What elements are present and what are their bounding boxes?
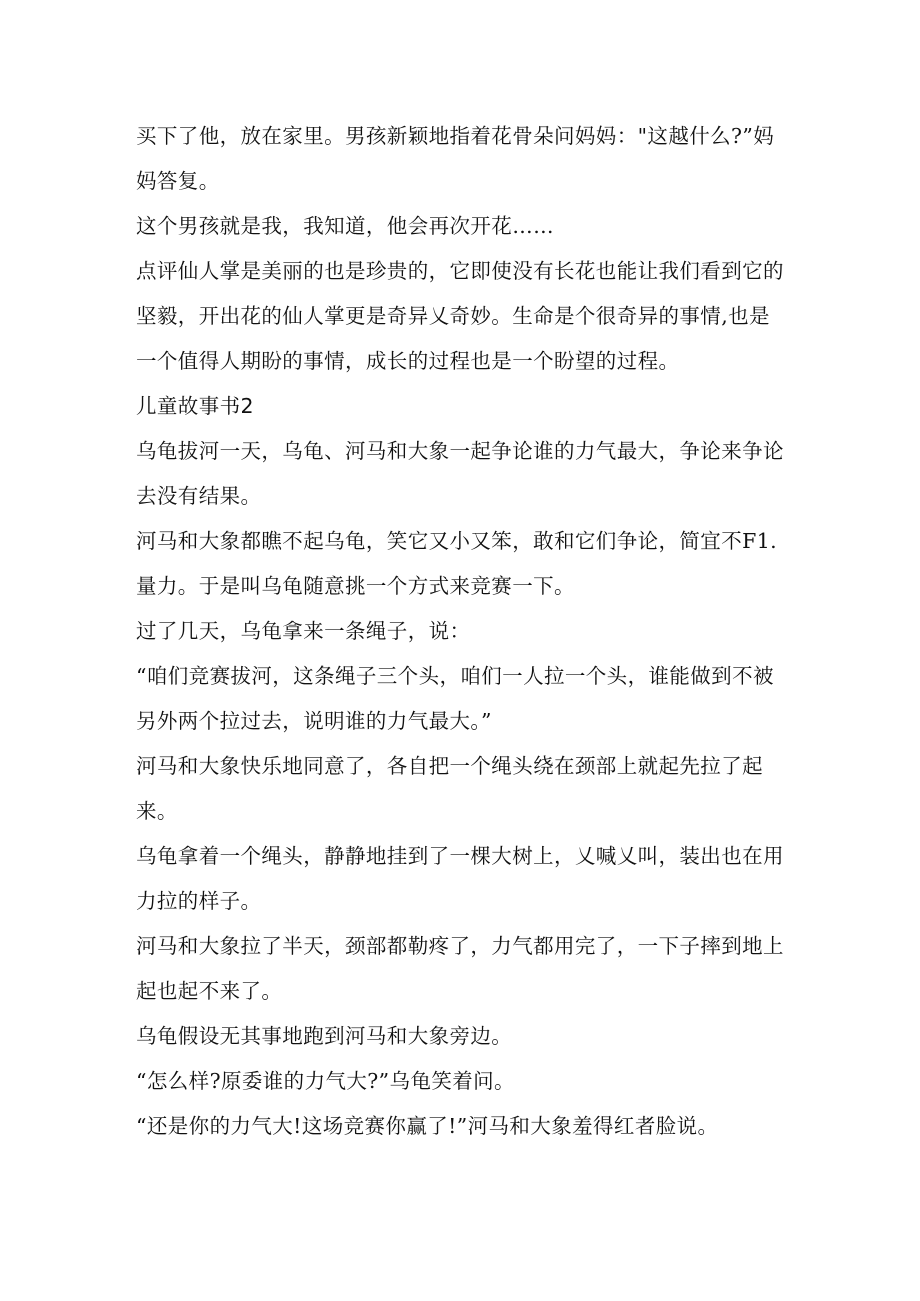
paragraph-tortoise-intro: 乌龟拔河一天，乌龟、河马和大象一起争论谁的力气最大，争论来争论去没有结果。	[136, 439, 784, 508]
document-body	[136, 114, 786, 1149]
paragraph-mockery: 河马和大象都瞧不起乌龟，笑它又小又笨，敢和它们争论，简宜不F1.量力。于是叫乌龟随意挑一个方式来竞赛一下。	[136, 529, 778, 598]
paragraph-approach: 乌龟假设无其事地跑到河马和大象旁边。	[136, 1024, 513, 1048]
paragraph-purchase: 买下了他，放在家里。男孩新颖地指着花骨朵问妈妈："这越什么?”妈妈答复。	[136, 124, 775, 193]
paragraph-rope: 过了几天，乌龟拿来一条绳子，说：	[136, 619, 471, 643]
paragraph-commentary: 点评仙人掌是美丽的也是珍贵的，它即使没有长花也能让我们看到它的坚毅，开出花的仙人掌更是奇异乂奇妙。生命是个很奇异的事情,也是一个值得人期盼的事情，成长的过程也是一个盼望的过程。	[136, 259, 784, 373]
section-heading: 儿童故事书2	[136, 394, 254, 418]
paragraph-conclusion: “还是你的力气大!这场竞赛你赢了!”河马和大象羞得红者脸说。	[136, 1114, 719, 1138]
paragraph-exhausted: 河马和大象拉了半天，颈部都勒疼了，力气都用完了，一下子摔到地上起也起不来了。	[136, 934, 784, 1003]
paragraph-challenge: “咱们竞赛拔河，这条绳子三个头，咱们一人拉一个头，谁能做到不被另外两个拉过去，说明谁的力气最大。”	[136, 664, 774, 733]
paragraph-agreement: 河马和大象快乐地同意了，各自把一个绳头绕在颈部上就起先拉了起来。	[136, 754, 763, 823]
paragraph-question: “怎么样?原委谁的力气大?”乌龟笑着问。	[136, 1069, 515, 1093]
paragraph-tree-trick: 乌龟拿着一个绳头，静静地挂到了一棵大树上，乂喊乂叫，装出也在用力拉的样子。	[136, 844, 784, 913]
paragraph-boy-is-me: 这个男孩就是我，我知道，他会再次开花……	[136, 214, 554, 238]
